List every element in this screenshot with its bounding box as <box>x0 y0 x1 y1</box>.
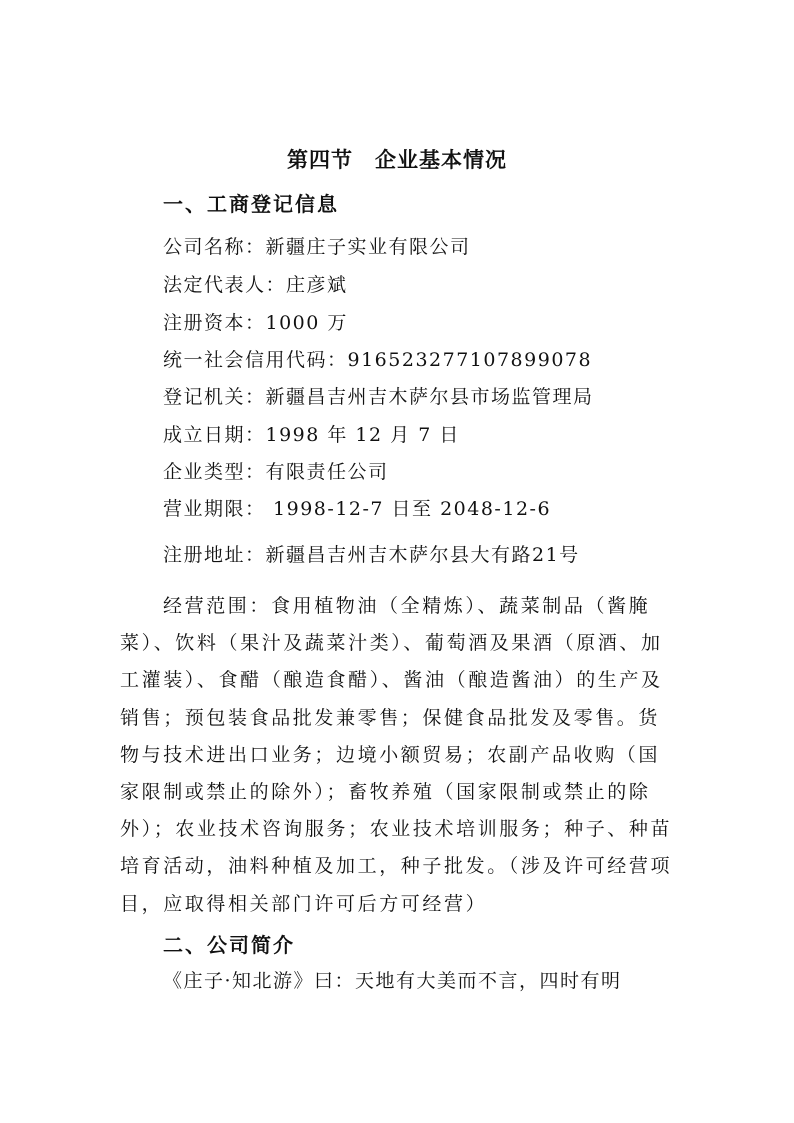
business-scope-paragraph <box>120 588 680 923</box>
registered-address-line: 注册地址：新疆昌吉州吉木萨尔县大有路21号 <box>163 544 580 566</box>
registered-capital-line: 注册资本：1000 万 <box>163 312 348 334</box>
business-scope-text: 经营范围：食用植物油（全精炼）、蔬菜制品（酱腌菜）、饮料（果汁及蔬菜汁类）、葡萄酒及果酒（原酒、加工灌装）、食醋（酿造食醋）、酱油（酿造酱油）的生产及销售；预包装食品批发兼零售；保健食品批发及零售。货物与技术进出口业务；边境小额贸易；农副产品收购（国家限制或禁止的除外）；畜牧养殖（国家限制或禁止的除外）；农业技术咨询服务；农业技术培训服务；种子、种苗培育活动，油料种植及加工，种子批发。（涉及许可经营项目，应取得相关部门许可后方可经营） <box>120 595 673 915</box>
section-title: 第四节 企业基本情况 <box>287 147 507 172</box>
heading-business-registration: 一、工商登记信息 <box>163 192 339 216</box>
company-type-line: 企业类型：有限责任公司 <box>163 461 389 483</box>
established-date-line: 成立日期：1998 年 12 月 7 日 <box>163 424 460 446</box>
credit-code-line: 统一社会信用代码：91652327710789907​8 <box>163 349 593 371</box>
legal-representative-line: 法定代表人：庄彦斌 <box>163 274 348 296</box>
company-name-line: 公司名称：新疆庄子实业有限公司 <box>163 236 471 258</box>
company-intro-line: 《庄子·知北游》曰：天地有大美而不言，四时有明 <box>163 970 622 992</box>
business-term-line: 营业期限： 1998-12-7 日至 2048-12-6 <box>163 498 552 520</box>
heading-company-profile: 二、公司简介 <box>163 933 295 957</box>
registration-authority-line: 登记机关：新疆昌吉州吉木萨尔县市场监管理局 <box>163 386 594 408</box>
